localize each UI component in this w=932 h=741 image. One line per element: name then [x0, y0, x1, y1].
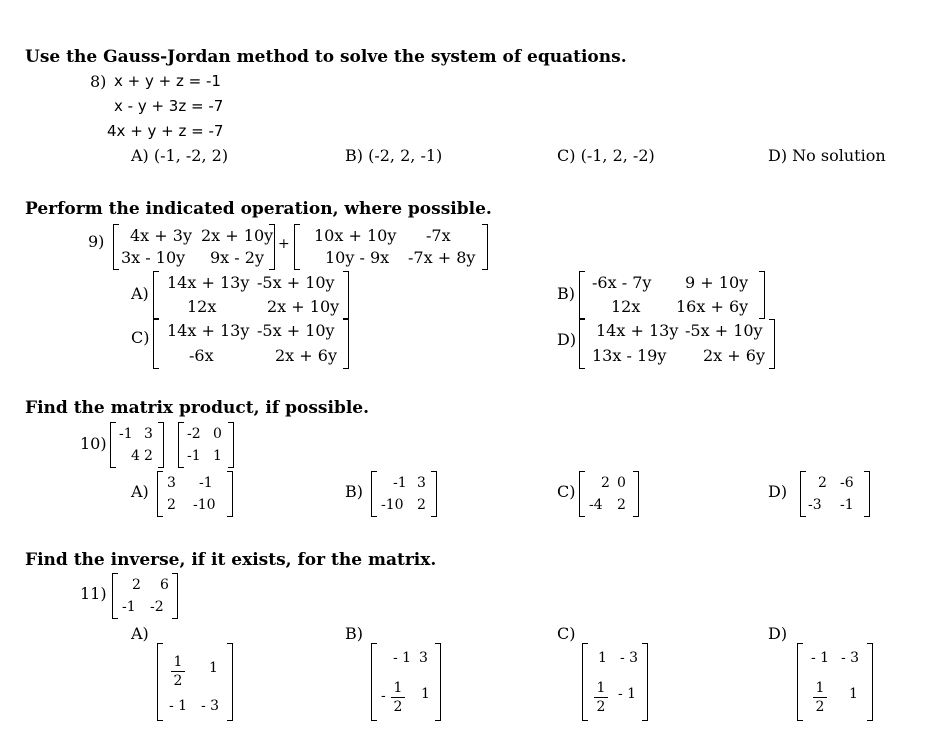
q11-option-a-label[interactable]: A) — [131, 624, 149, 643]
matrix-cell: -1 — [119, 426, 133, 442]
matrix-cell: 14x + 13y — [167, 273, 250, 292]
matrix-cell: -6x - 7y — [592, 273, 652, 292]
section-heading-indicated-operation: Perform the indicated operation, where possible. — [25, 199, 492, 219]
matrix-cell: 9 + 10y — [685, 273, 749, 292]
q8-option-a[interactable]: A) (-1, -2, 2) — [131, 146, 229, 165]
q10-option-a-label[interactable]: A) — [131, 482, 149, 501]
matrix-cell: 9x - 2y — [210, 248, 264, 267]
q9-option-a-matrix[interactable] — [153, 271, 349, 319]
q10-matrix-2 — [178, 422, 234, 468]
matrix-cell: 13x - 19y — [592, 346, 667, 365]
matrix-cell: 12x — [611, 297, 641, 316]
matrix-cell: 2x + 6y — [275, 346, 337, 365]
matrix-cell: -3 — [808, 497, 822, 513]
question-number-9: 9) — [88, 232, 105, 251]
matrix-cell: 2 — [617, 497, 626, 513]
matrix-cell: 3 — [167, 475, 176, 491]
matrix-cell: -5x + 10y — [257, 273, 335, 292]
matrix-cell: -2 — [187, 426, 201, 442]
matrix-cell: - — [381, 688, 386, 704]
matrix-cell: -10 — [193, 497, 216, 513]
question-number-8: 8) — [90, 72, 107, 91]
denominator: 2 — [173, 673, 183, 689]
matrix-cell: 2 — [132, 577, 141, 593]
matrix-cell: -1 — [122, 599, 136, 615]
matrix-cell: -6x — [189, 346, 214, 365]
matrix-cell: -1 — [840, 497, 854, 513]
q10-option-d-label[interactable]: D) — [768, 482, 788, 501]
matrix-cell: - 1 — [811, 650, 830, 666]
q11-option-b-matrix[interactable] — [371, 643, 441, 721]
matrix-cell: 14x + 13y — [167, 321, 250, 340]
matrix-cell: 12x — [187, 297, 217, 316]
q9-option-c-matrix[interactable] — [153, 319, 349, 369]
matrix-cell: - 3 — [620, 650, 639, 666]
question-number-10: 10) — [80, 434, 107, 453]
matrix-cell: - 1 — [169, 698, 188, 714]
matrix-cell: -2 — [150, 599, 164, 615]
denominator: 2 — [393, 699, 403, 715]
numerator: 1 — [596, 680, 606, 696]
fraction-bar — [594, 697, 608, 698]
numerator: 1 — [815, 680, 825, 696]
fraction — [391, 681, 405, 714]
matrix-cell: 3 — [144, 426, 153, 442]
matrix-cell: -5x + 10y — [685, 321, 763, 340]
section-heading-gauss-jordan: Use the Gauss-Jordan method to solve the system of equations. — [25, 47, 627, 67]
matrix-cell: - 1 — [618, 686, 637, 702]
q11-option-a-matrix[interactable] — [157, 643, 233, 721]
matrix-cell: -7x — [426, 226, 451, 245]
q9-option-d-matrix[interactable] — [579, 319, 775, 369]
denominator: 2 — [815, 699, 825, 715]
matrix-cell: 2x + 6y — [703, 346, 765, 365]
q11-option-d-label[interactable]: D) — [768, 624, 788, 643]
matrix-cell: 2 — [167, 497, 176, 513]
q9-matrix-2 — [294, 224, 488, 270]
q10-option-c-label[interactable]: C) — [557, 482, 576, 501]
q9-option-b-label[interactable]: B) — [557, 284, 575, 303]
matrix-cell: 16x + 6y — [676, 297, 749, 316]
matrix-cell: -1 — [393, 475, 407, 491]
fraction — [171, 655, 185, 688]
matrix-cell: 1 — [209, 660, 218, 676]
q9-matrix-1 — [113, 224, 275, 270]
section-heading-matrix-product: Find the matrix product, if possible. — [25, 398, 370, 418]
q11-option-d-matrix[interactable] — [797, 643, 873, 721]
matrix-cell: 1 — [849, 686, 858, 702]
matrix-cell: 2 — [417, 497, 426, 513]
q10-matrix-1 — [110, 422, 164, 468]
matrix-cell: 14x + 13y — [596, 321, 679, 340]
q8-option-d[interactable]: D) No solution — [768, 146, 886, 165]
q9-option-d-label[interactable]: D) — [557, 330, 577, 349]
matrix-cell: 3x - 10y — [121, 248, 186, 267]
numerator: 1 — [173, 654, 183, 670]
equation-1: x + y + z = -1 — [114, 72, 221, 90]
matrix-cell: 0 — [213, 426, 222, 442]
matrix-cell: - 1 — [393, 650, 412, 666]
q9-option-b-matrix[interactable] — [579, 271, 765, 319]
matrix-cell: 2 — [818, 475, 827, 491]
matrix-cell: 10y - 9x — [325, 248, 390, 267]
matrix-cell: -1 — [187, 448, 201, 464]
q11-option-b-label[interactable]: B) — [345, 624, 363, 643]
matrix-cell: 10x + 10y — [314, 226, 397, 245]
fraction — [813, 681, 827, 714]
section-heading-inverse: Find the inverse, if it exists, for the matrix. — [25, 550, 437, 570]
equation-2: x - y + 3z = -7 — [114, 97, 224, 115]
matrix-cell: 4x + 3y — [130, 226, 192, 245]
matrix-cell: -10 — [381, 497, 404, 513]
q8-option-c[interactable]: C) (-1, 2, -2) — [557, 146, 655, 165]
matrix-cell: 1 — [213, 448, 222, 464]
q11-option-c-label[interactable]: C) — [557, 624, 576, 643]
matrix-cell: 0 — [617, 475, 626, 491]
q11-option-c-matrix[interactable] — [582, 643, 648, 721]
matrix-cell: -6 — [840, 475, 854, 491]
q8-option-b[interactable]: B) (-2, 2, -1) — [345, 146, 443, 165]
matrix-cell: 2 — [144, 448, 153, 464]
matrix-cell: 3 — [419, 650, 428, 666]
q10-option-c-matrix[interactable] — [579, 471, 639, 517]
matrix-cell: -1 — [199, 475, 213, 491]
question-number-11: 11) — [80, 584, 107, 603]
q10-option-d-matrix[interactable] — [800, 471, 870, 517]
matrix-cell: - 3 — [201, 698, 220, 714]
matrix-cell: 1 — [421, 686, 430, 702]
matrix-cell: 6 — [160, 577, 169, 593]
matrix-cell: -5x + 10y — [257, 321, 335, 340]
plus-operator: + — [278, 236, 290, 252]
q10-option-a-matrix[interactable] — [157, 471, 233, 517]
q10-option-b-matrix[interactable] — [371, 471, 437, 517]
matrix-cell: - 3 — [841, 650, 860, 666]
denominator: 2 — [596, 699, 606, 715]
matrix-cell: 4 — [131, 448, 140, 464]
q10-option-b-label[interactable]: B) — [345, 482, 363, 501]
q9-option-a-label[interactable]: A) — [131, 284, 149, 303]
matrix-cell: 2x + 10y — [267, 297, 340, 316]
equation-3: 4x + y + z = -7 — [107, 122, 224, 140]
q9-option-c-label[interactable]: C) — [131, 328, 150, 347]
q11-matrix — [112, 573, 178, 619]
matrix-cell: 2x + 10y — [201, 226, 274, 245]
matrix-cell: 3 — [417, 475, 426, 491]
fraction-bar — [813, 697, 827, 698]
matrix-cell: -7x + 8y — [408, 248, 476, 267]
fraction — [594, 681, 608, 714]
fraction-bar — [171, 671, 185, 672]
fraction-bar — [391, 697, 405, 698]
matrix-cell: 2 — [601, 475, 610, 491]
matrix-cell: 1 — [598, 650, 607, 666]
matrix-cell: -4 — [589, 497, 603, 513]
numerator: 1 — [393, 680, 403, 696]
